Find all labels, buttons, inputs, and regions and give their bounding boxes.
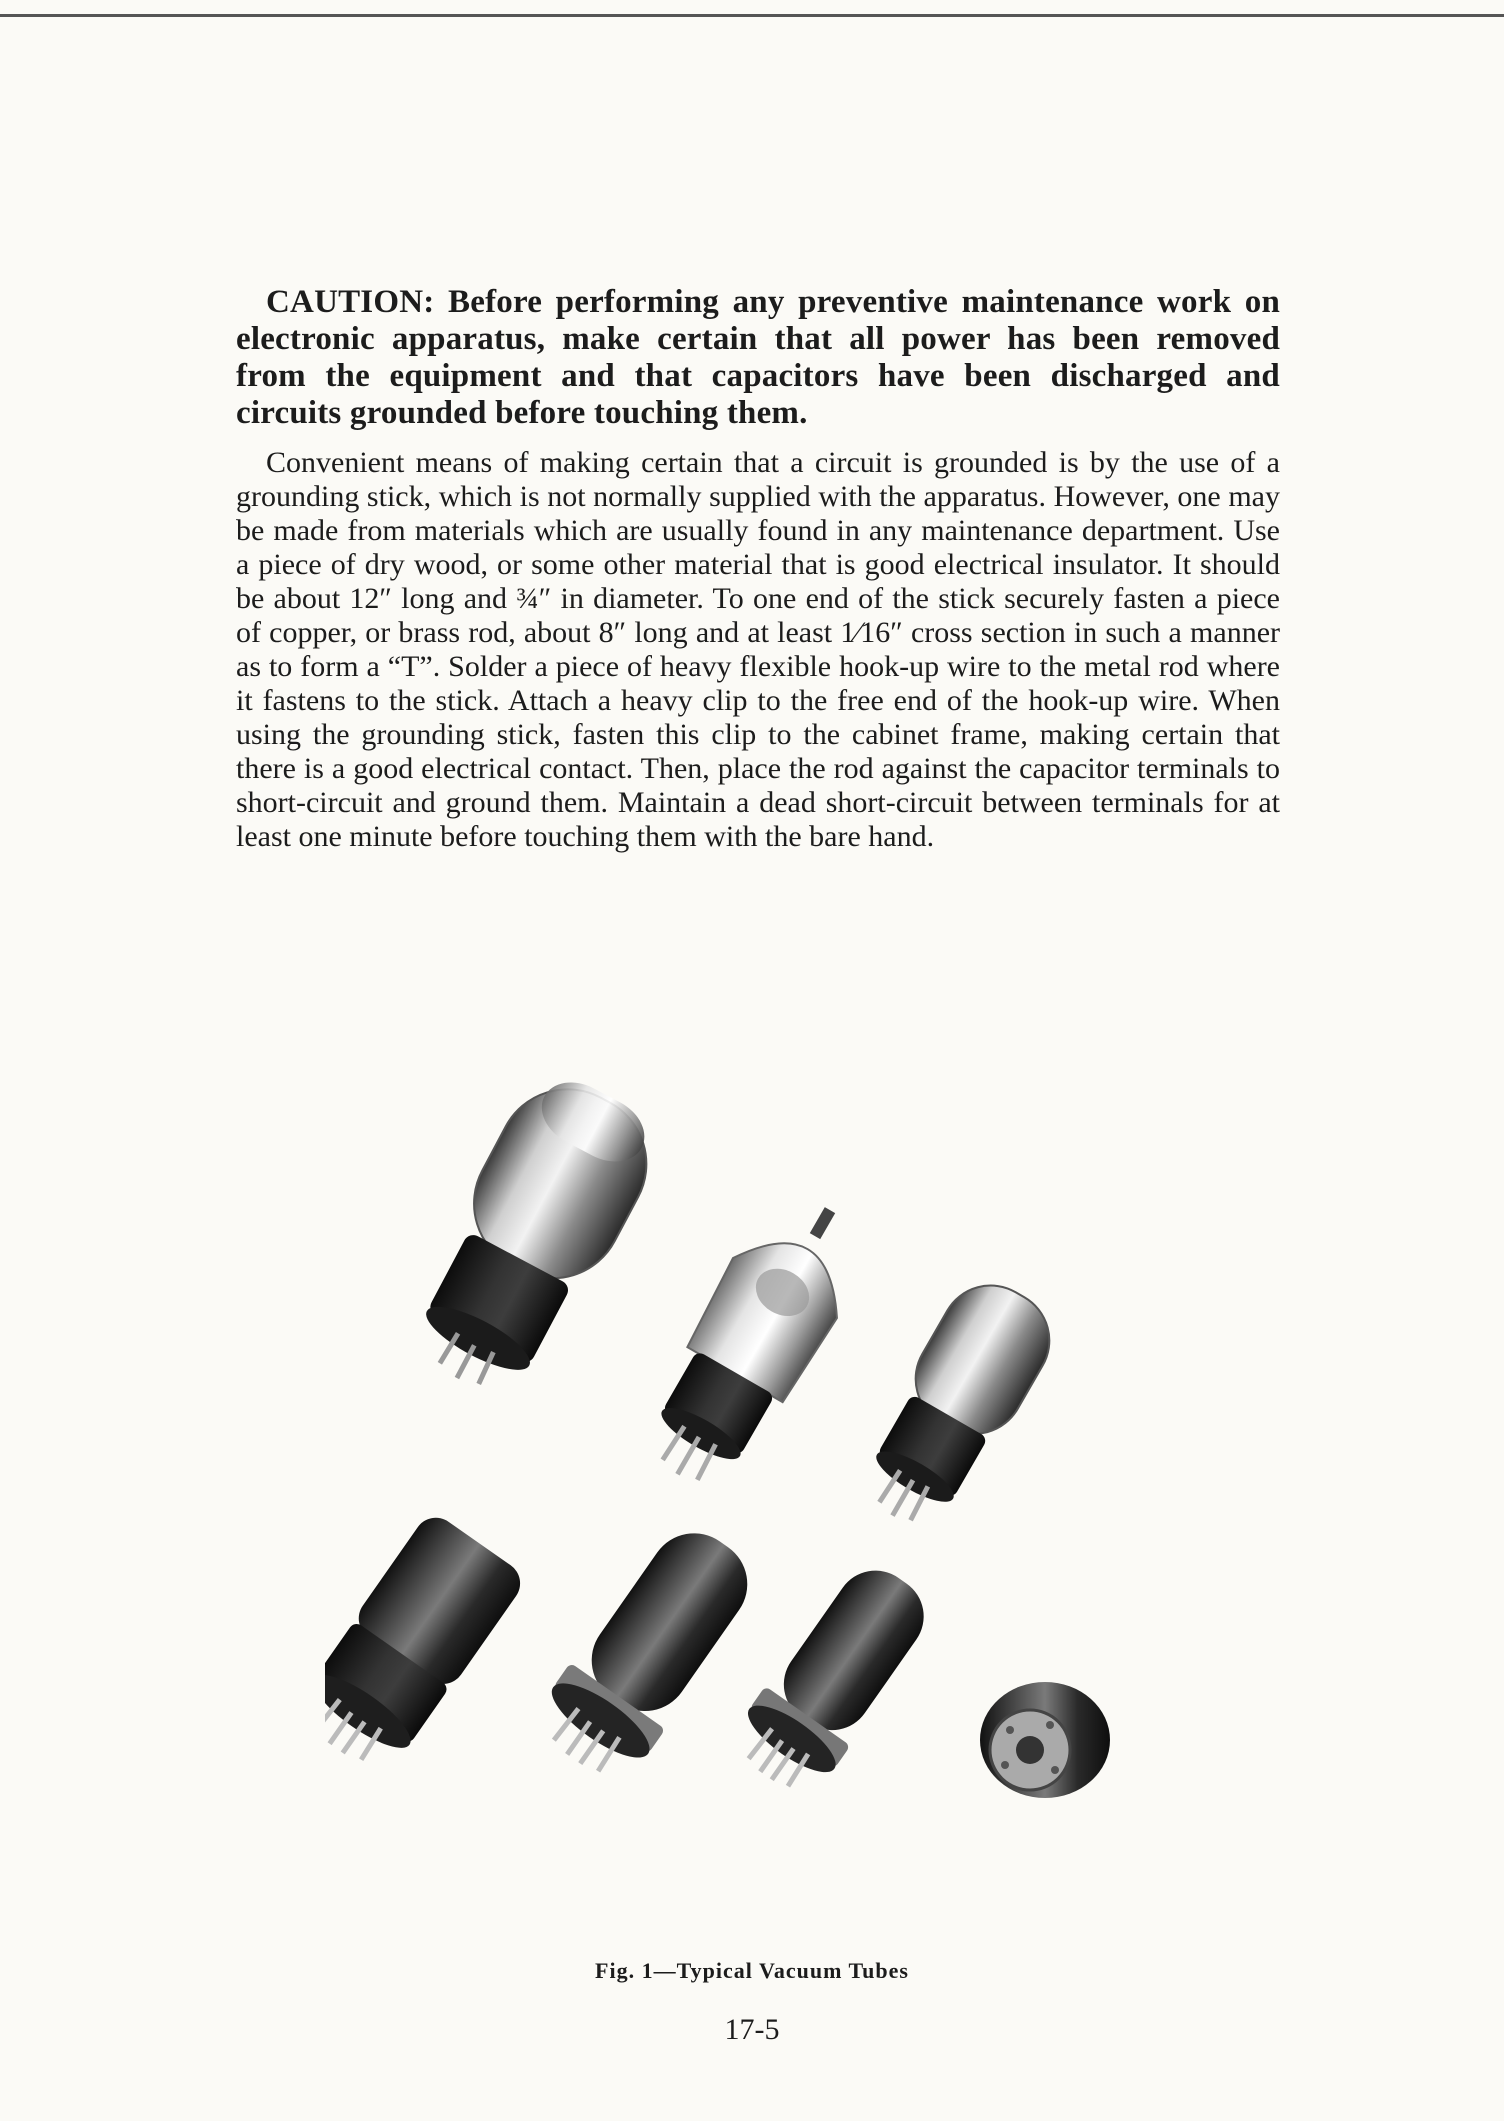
caution-paragraph: CAUTION: Before performing any preventive maintenance work on electronic apparatus, make certain that all power has been removed from the equipment and that capacitors have been discharged and circuits grounded before touching them. <box>236 284 1280 431</box>
text-content <box>236 284 1280 854</box>
vacuum-tubes-photo <box>325 1050 1215 1930</box>
figure-caption: Fig. 1—Typical Vacuum Tubes <box>595 1958 909 1983</box>
grounding-stick-paragraph: Convenient means of making certain that a circuit is grounded is by the use of a grounding stick, which is not normally supplied with the apparatus. However, one may be made from materials which are usually found in any maintenance department. Use a piece of dry wood, or some other material that is good electrical insulator. It should be about 12″ long and ¾″ in diameter. To one end of the stick securely fasten a piece of copper, or brass rod, about 8″ long and at least 1⁄16″ cross section in such a manner as to form a “T”. Solder a piece of heavy flexible hook-up wire to the metal rod where it fastens to the stick. Attach a heavy clip to the free end of the hook-up wire. When using the grounding stick, fasten this clip to the cabinet frame, making certain that there is a good electrical contact. Then, place the rod against the capacitor terminals to short-circuit and ground them. Maintain a dead short-circuit between terminals for at least one minute before touching them with the bare hand. <box>236 446 1280 853</box>
medium-glass-tube <box>626 1180 882 1504</box>
squat-tube <box>980 1682 1110 1798</box>
top-rule <box>0 14 1504 17</box>
small-glass-tube <box>845 1267 1068 1543</box>
metal-tube-right <box>723 1551 945 1806</box>
page-number: 17-5 <box>724 2013 780 2046</box>
large-glass-tube <box>391 1060 674 1413</box>
metal-tube-center <box>526 1511 771 1792</box>
metal-tube-left <box>325 1509 529 1783</box>
